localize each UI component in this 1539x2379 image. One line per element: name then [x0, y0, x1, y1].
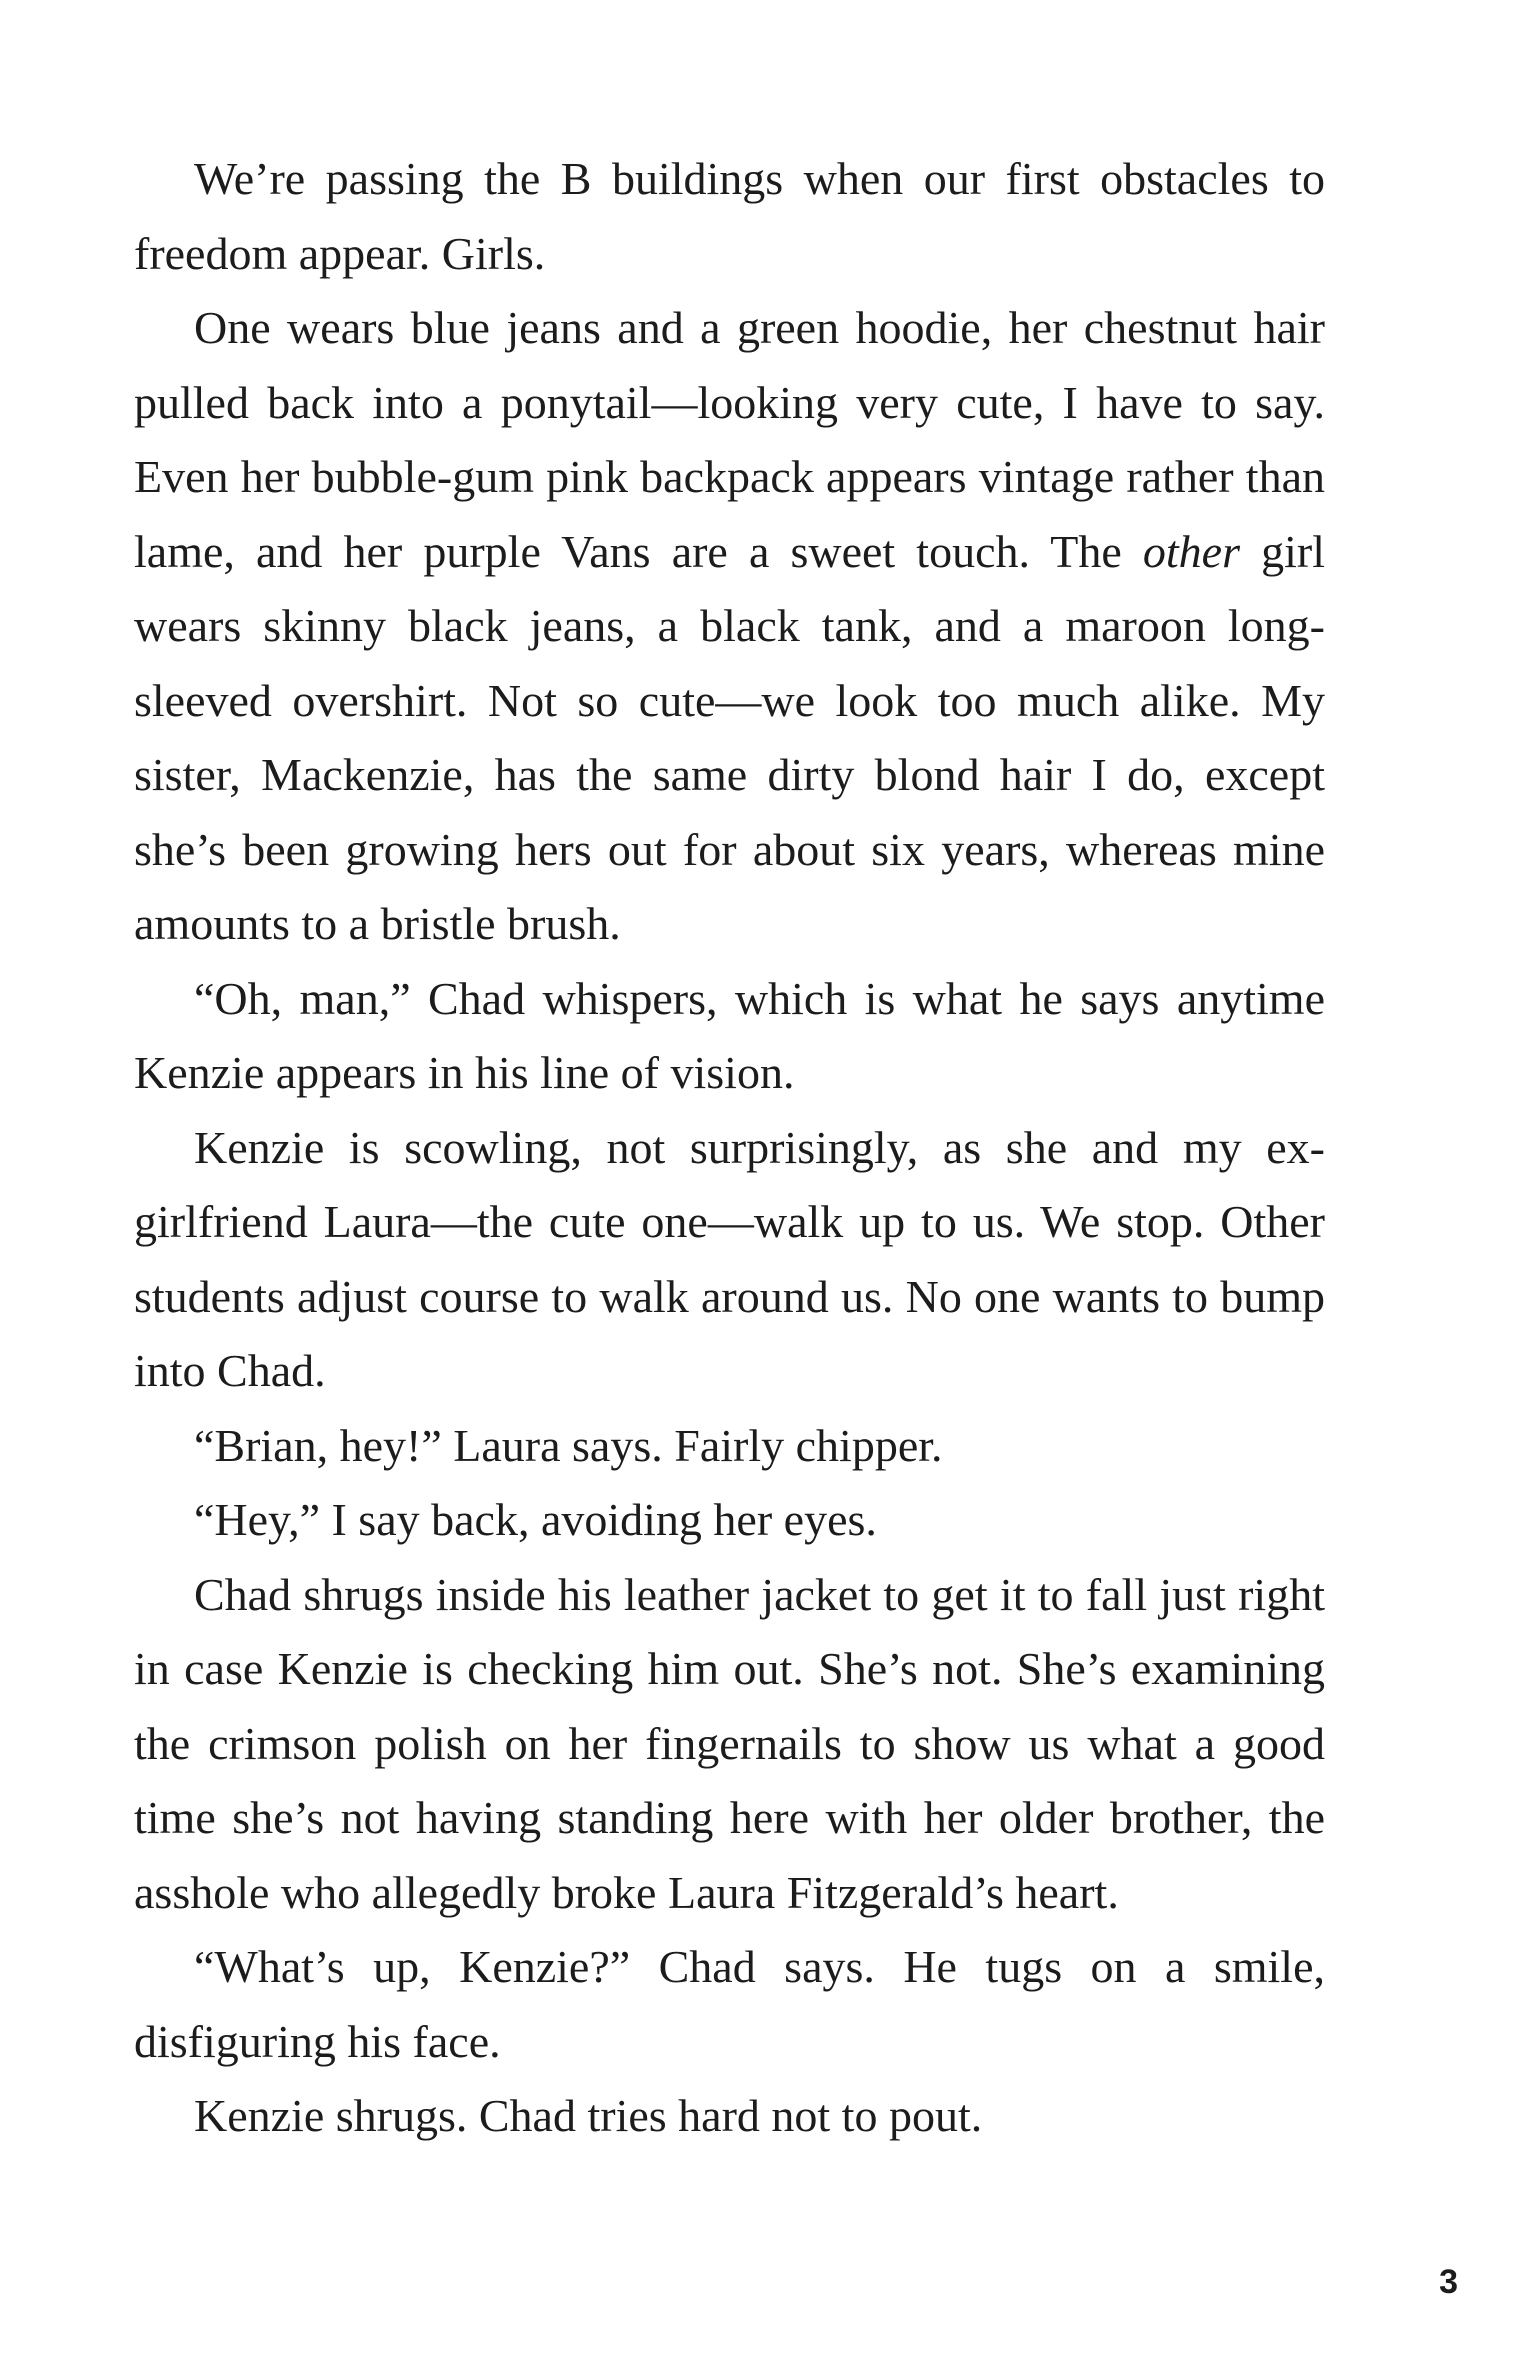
paragraph-2-start: One wears blue jeans and a green hoodie, her chestnut hair pulled back into a ponytail—looking very cute, I have to say. Even her bubble-gum pink backpack appears vintage rather than lame, and her purple Vans are a sweet touch. The: [134, 302, 1325, 577]
page-number: 3: [1439, 2263, 1458, 2301]
body-text: [134, 142, 1325, 2154]
paragraph-2-end: girl wears skinny black jeans, a black tank, and a maroon long-sleeved overshirt. Not so cute—we look too much alike. My sister, Mackenzie, has the same dirty blond hair I do, except she’s been growing hers out for about six years, whereas mine amounts to a bristle brush.: [134, 525, 1325, 949]
paragraph-3: “Oh, man,” Chad whispers, which is what he says anytime Kenzie appears in his line of vision.: [134, 972, 1325, 1098]
paragraph-4: Kenzie is scowling, not surprisingly, as she and my ex-girlfriend Laura—the cute one—walk up to us. We stop. Other students adjust course to walk around us. No one wants to bump into Chad.: [134, 1121, 1325, 1396]
paragraph-6: “Hey,” I say back, avoiding her eyes.: [194, 1494, 877, 1545]
paragraph-7: Chad shrugs inside his leather jacket to get it to fall just right in case Kenzie is checking him out. She’s not. She’s examining the crimson polish on her fingernails to show us what a good time she’s not having standing here with her older brother, the asshole who allegedly broke Laura Fitzgerald’s heart.: [134, 1568, 1325, 1918]
paragraph-1: We’re passing the B buildings when our first obstacles to freedom appear. Girls.: [134, 153, 1325, 279]
paragraph-9: Kenzie shrugs. Chad tries hard not to pout.: [194, 2090, 983, 2141]
paragraph-5: “Brian, hey!” Laura says. Fairly chipper.: [194, 1419, 943, 1471]
paragraph-2-italic: other: [1142, 525, 1241, 577]
paragraph-2: [134, 291, 1325, 962]
paragraph-8: “What’s up, Kenzie?” Chad says. He tugs on a smile, disfiguring his face.: [134, 1941, 1325, 2067]
